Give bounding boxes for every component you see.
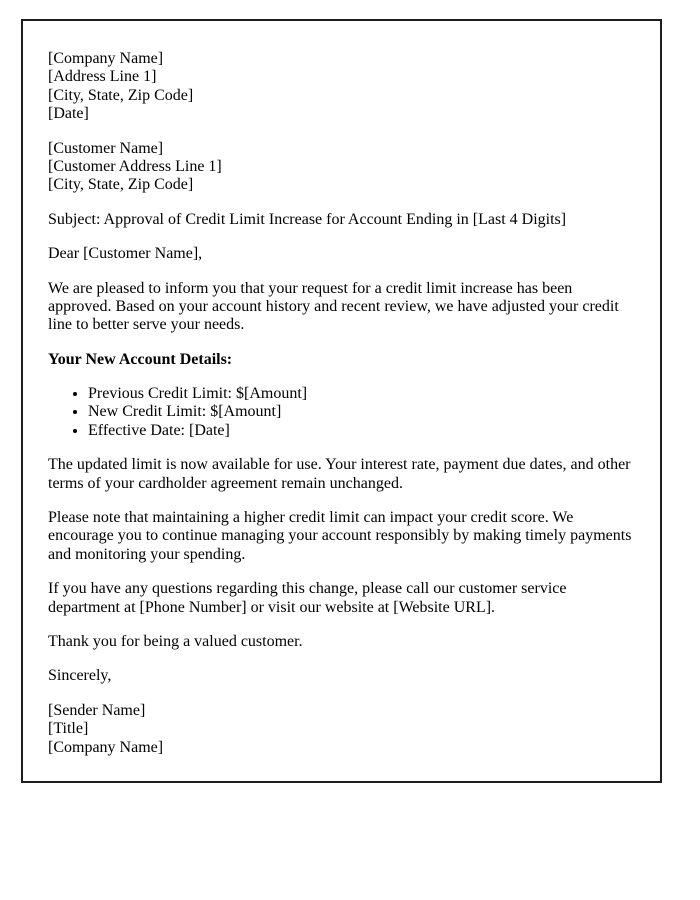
- signature-sender-name: [Sender Name]: [48, 701, 146, 719]
- recipient-address-block: [48, 140, 636, 195]
- contact-paragraph: If you have any questions regarding this change, please call our customer service department at [Phone Number] or visit our website at [Website URL].: [48, 580, 567, 616]
- updated-limit-paragraph: The updated limit is now available for use. Your interest rate, payment due dates, and other terms of your cardholder agreement remain unchanged.: [48, 456, 631, 492]
- effective-date-item: • Effective Date: [Date]: [88, 422, 636, 440]
- signature-company-name: [Company Name]: [48, 738, 164, 756]
- letter-date: [Date]: [48, 105, 89, 123]
- signature-sender-title: [Title]: [48, 720, 89, 738]
- recipient-city-state-zip: [City, State, Zip Code]: [48, 176, 194, 194]
- account-details-list: [48, 385, 636, 440]
- sender-address-line: [Address Line 1]: [48, 68, 157, 86]
- signature-block: [48, 702, 636, 757]
- subject-line: Subject: Approval of Credit Limit Increase for Account Ending in [Last 4 Digits]: [48, 210, 567, 228]
- sender-company-name: [Company Name]: [48, 50, 164, 67]
- closing: Sincerely,: [48, 667, 112, 685]
- intro-paragraph: We are pleased to inform you that your request for a credit limit increase has been approved. Based on your account history and recent review, we have adjusted your credit line to better serve your needs.: [48, 279, 619, 334]
- letter-frame: [21, 19, 662, 783]
- account-details-heading: Your New Account Details:: [48, 350, 233, 368]
- sender-address-block: [48, 50, 636, 124]
- recipient-address-line: [Customer Address Line 1]: [48, 157, 222, 175]
- previous-credit-limit-item: • Previous Credit Limit: $[Amount]: [88, 385, 636, 403]
- recipient-name: [Customer Name]: [48, 139, 164, 157]
- sender-city-state-zip: [City, State, Zip Code]: [48, 86, 194, 104]
- salutation: Dear [Customer Name],: [48, 245, 203, 263]
- credit-score-paragraph: Please note that maintaining a higher credit limit can impact your credit score. We encourage you to continue managing your account responsibly by making timely payments and monitoring your spending.: [48, 509, 632, 563]
- new-credit-limit-item: • New Credit Limit: $[Amount]: [88, 403, 636, 421]
- thank-you-paragraph: Thank you for being a valued customer.: [48, 632, 303, 650]
